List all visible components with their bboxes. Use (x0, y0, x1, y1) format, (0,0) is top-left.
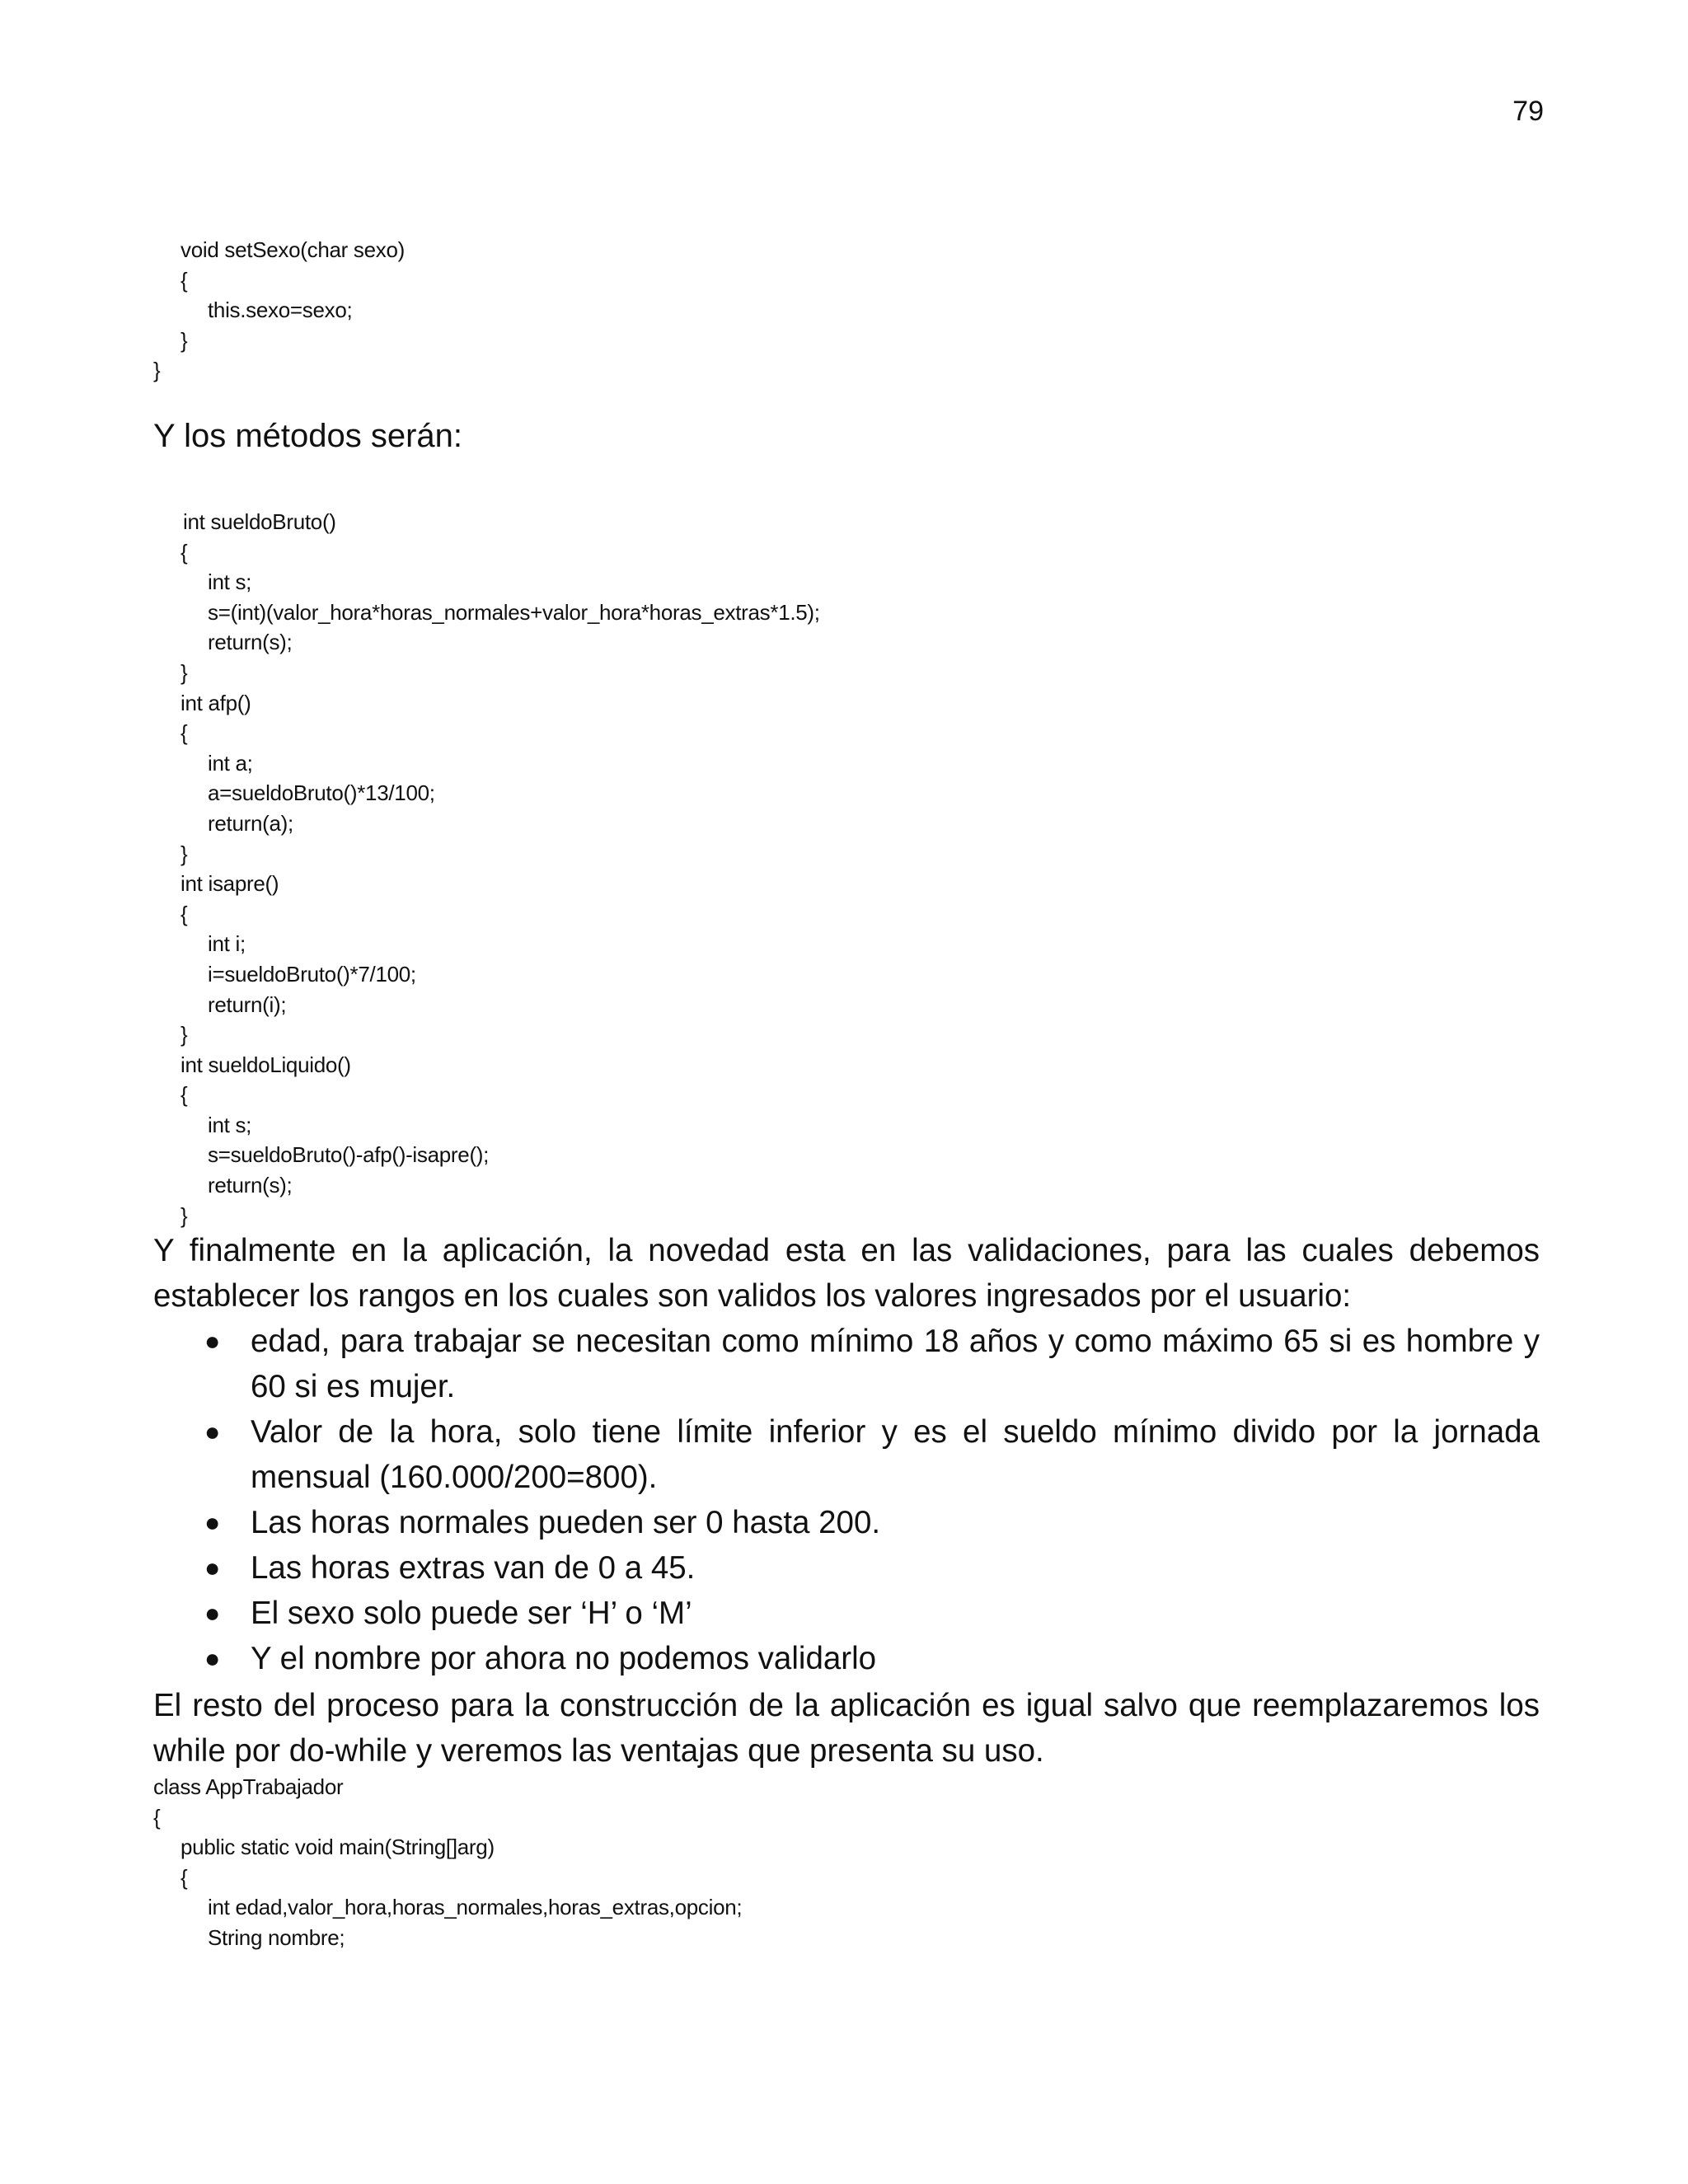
code-line: int sueldoLiquido() (181, 1052, 351, 1077)
bullet-icon: ● (204, 1417, 221, 1446)
rest-paragraph: El resto del proceso para la construcción de la aplicación es igual salvo que reemplazaremos los while por do-while y veremos las ventajas que presenta su uso. (153, 1688, 1540, 1769)
list-item (153, 1319, 1540, 1409)
code-line: { (181, 720, 188, 746)
code-line: } (153, 358, 161, 383)
code-line: } (181, 841, 188, 866)
code-line: { (181, 539, 188, 565)
bullet-icon: ● (204, 1507, 221, 1537)
code-line: { (181, 267, 188, 293)
list-item-text: Y el nombre por ahora no podemos validarlo (251, 1641, 877, 1676)
validation-bullet-list (153, 1319, 1540, 1681)
list-item-text: Las horas normales pueden ser 0 hasta 200. (251, 1505, 881, 1540)
code-line: } (181, 659, 188, 685)
code-line: return(s); (208, 1173, 293, 1198)
list-item (153, 1545, 1540, 1591)
list-item-text: edad, para trabajar se necesitan como mínimo 18 años y como máximo 65 si es hombre y 60 si es mujer. (251, 1324, 1540, 1404)
code-block-methods (153, 507, 820, 1230)
code-line: int sueldoBruto() (183, 509, 336, 534)
code-line: } (181, 327, 188, 353)
code-line: void setSexo(char sexo) (181, 237, 406, 262)
list-item (153, 1591, 1540, 1636)
bullet-icon: ● (204, 1326, 221, 1356)
code-block-setsexo (153, 235, 405, 386)
code-line: int s; (208, 1112, 252, 1137)
list-item-text: Valor de la hora, solo tiene límite inferior y es el sueldo mínimo divido por la jornada mensual (160.000/200=800). (251, 1414, 1540, 1495)
code-line: String nombre; (208, 1924, 345, 1950)
code-line: int a; (208, 750, 253, 776)
code-line: i=sueldoBruto()*7/100; (208, 961, 416, 987)
bullet-icon: ● (204, 1553, 221, 1582)
code-line: return(s); (208, 630, 293, 655)
code-line: return(a); (208, 810, 293, 836)
list-item-text: Las horas extras van de 0 a 45. (251, 1550, 696, 1586)
bullet-icon: ● (204, 1643, 221, 1673)
code-line: int isapre() (181, 871, 279, 897)
code-line: this.sexo=sexo; (208, 298, 353, 323)
code-line: } (181, 1022, 188, 1047)
code-line: public static void main(String[]arg) (181, 1835, 495, 1860)
list-item-text: El sexo solo puede ser ‘H’ o ‘M’ (251, 1596, 692, 1631)
code-line: return(i); (208, 991, 287, 1017)
code-line: class AppTrabajador (153, 1774, 344, 1799)
code-line: int i; (208, 931, 246, 957)
code-block-apptrabajador (153, 1772, 742, 1953)
code-line: { (181, 1082, 188, 1108)
code-line: { (153, 1804, 161, 1830)
list-item (153, 1636, 1540, 1681)
code-line: int edad,valor_hora,horas_normales,horas_extras,opcion; (208, 1895, 743, 1920)
code-line: int afp() (181, 690, 251, 715)
code-line: s=(int)(valor_hora*horas_normales+valor_hora*horas_extras*1.5); (208, 599, 820, 625)
code-line: { (181, 1864, 188, 1890)
validations-paragraph: Y finalmente en la aplicación, la novedad esta en las validaciones, para las cuales debemos establecer los rangos en los cuales son validos los valores ingresados por el usuario: (153, 1233, 1540, 1314)
page-number: 79 (1512, 96, 1544, 127)
methods-heading: Y los métodos serán: (153, 418, 463, 454)
code-line: int s; (208, 569, 252, 595)
code-line: } (181, 1202, 188, 1228)
bullet-icon: ● (204, 1598, 221, 1628)
code-line: s=sueldoBruto()-afp()-isapre(); (208, 1142, 490, 1168)
code-line: a=sueldoBruto()*13/100; (208, 780, 435, 806)
code-line: { (181, 901, 188, 926)
list-item (153, 1500, 1540, 1545)
list-item (153, 1409, 1540, 1500)
